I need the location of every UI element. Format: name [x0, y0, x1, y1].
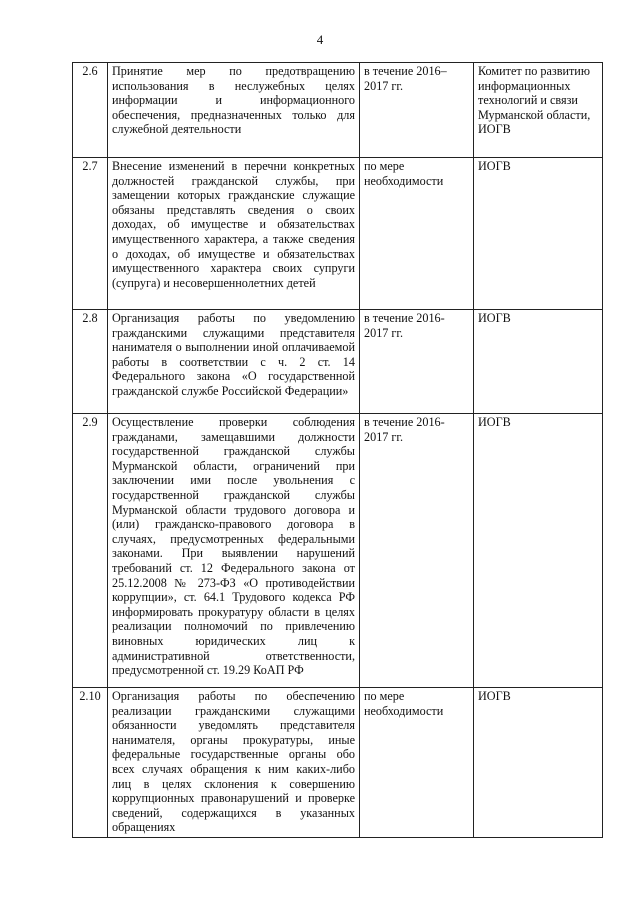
term-text: в течение 2016-2017 гг.: [360, 310, 474, 414]
page-number: 4: [316, 32, 324, 47]
row-number: 2.9: [73, 414, 108, 688]
measures-table: [72, 62, 603, 838]
measure-text: Организация работы по обеспечению реализации гражданскими служащими обязанности уведомлять представителя нанимателя, органы прокуратуры, иные федеральные государственные органы обо всех случаях обращения к ним каких-либо лиц в целях склонения к совершению коррупционных правонарушений и проверке сведений, содержащихся в указанных обращениях: [108, 688, 360, 838]
row-number: 2.6: [73, 63, 108, 158]
measure-text: Внесение изменений в перечни конкретных должностей гражданской службы, при замещении которых гражданские служащие обязаны представлять сведения о своих доходах, об имуществе и обязательствах имущественного характера, а также сведения о доходах, об имуществе и обязательствах имущественного характера своих супруги (супруга) и несовершеннолетних детей: [108, 158, 360, 310]
table-row: [73, 688, 603, 838]
executor-text: Комитет по развитию информационных технологий и связи Мурманской области, ИОГВ: [474, 63, 603, 158]
executor-text: ИОГВ: [474, 310, 603, 414]
measure-text: Осуществление проверки соблюдения гражданами, замещавшими должности государственной гражданской службы Мурманской области, ограничений при заключении ими после увольнения с государственной гражданской службы Мурманской области трудового договора и (или) гражданско-правового договора в случаях, предусмотренных федеральными законами. При выявлении нарушений требований ст. 12 Федерального закона от 25.12.2008 № 273-ФЗ «О противодействии коррупции», ст. 64.1 Трудового кодекса РФ информировать прокуратуру области в целях реализации полномочий по привлечению виновных юридических лиц к административной ответственности, предусмотренной ст. 19.29 КоАП РФ: [108, 414, 360, 688]
table-row: [73, 310, 603, 414]
executor-text: ИОГВ: [474, 158, 603, 310]
measure-text: Организация работы по уведомлению гражданскими служащими представителя нанимателя о выполнении иной оплачиваемой работы в соответствии с ч. 2 ст. 14 Федерального закона «О государственной гражданской службе Российской Федерации»: [108, 310, 360, 414]
executor-text: ИОГВ: [474, 688, 603, 838]
executor-text: ИОГВ: [474, 414, 603, 688]
table-row: [73, 63, 603, 158]
table-row: [73, 158, 603, 310]
row-number: 2.10: [73, 688, 108, 838]
measure-text: Принятие мер по предотвращению использования в неслужебных целях информации и информационного обеспечения, предназначенных только для служебной деятельности: [108, 63, 360, 158]
term-text: по мере необходимости: [360, 158, 474, 310]
table-row: [73, 414, 603, 688]
row-number: 2.8: [73, 310, 108, 414]
term-text: по мере необходимости: [360, 688, 474, 838]
row-number: 2.7: [73, 158, 108, 310]
term-text: в течение 2016-2017 гг.: [360, 414, 474, 688]
term-text: в течение 2016–2017 гг.: [360, 63, 474, 158]
